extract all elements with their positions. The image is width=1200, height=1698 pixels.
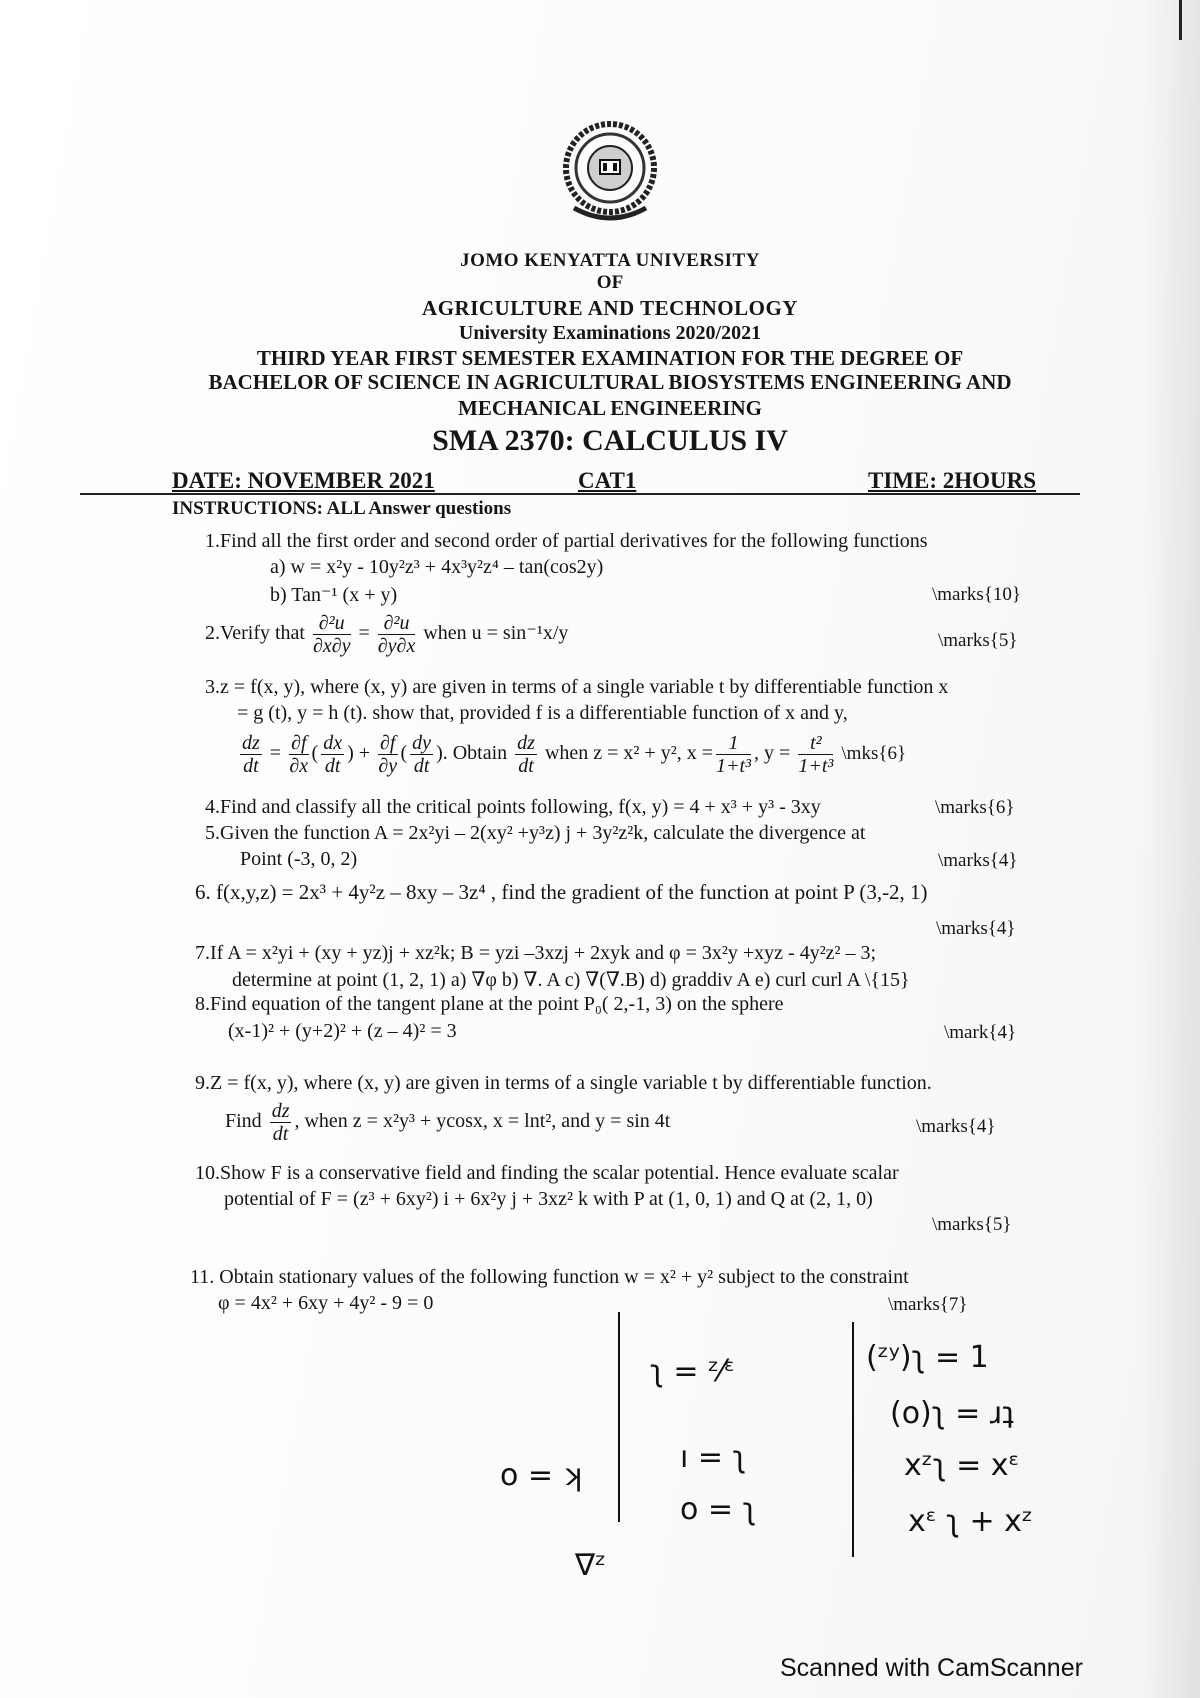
instructions: INSTRUCTIONS: ALL Answer questions (172, 498, 512, 519)
q10-marks: \marks{5} (932, 1214, 1012, 1235)
handwritten-divider-right (852, 1322, 854, 1557)
degree-line-1: THIRD YEAR FIRST SEMESTER EXAMINATION FOR THE DEGREE OF (256, 346, 964, 370)
q3-dx: dx (323, 732, 343, 754)
q2-frac-2-num: ∂²u (378, 612, 416, 635)
q3-obtain: ). Obtain (436, 742, 508, 765)
q3-dt-2: dt (324, 755, 341, 777)
q5-line-2: Point (-3, 0, 2) (240, 848, 358, 870)
q3-dt-4: dt (518, 755, 534, 777)
q2-marks: \marks{5} (938, 630, 1018, 651)
q3-eq: = (269, 742, 282, 765)
q3-x-frac (716, 732, 751, 777)
q3-dzdt (240, 732, 262, 777)
q2-line (205, 612, 568, 657)
q2-tail: when u = sin⁻¹x/y (423, 622, 569, 645)
page-edge-shadow (1140, 0, 1200, 1698)
q3-df-1: ∂f (291, 732, 307, 754)
university-name: JOMO KENYATTA UNIVERSITY (460, 250, 760, 271)
exam-date: DATE: NOVEMBER 2021 (172, 468, 435, 493)
q3-dy-partial: ∂y (378, 755, 398, 777)
handwritten-right-1: (ᶻʸ)ʅ = 1 (866, 1340, 989, 1375)
exam-time: TIME: 2HOURS (868, 468, 1037, 493)
header-rule (80, 493, 1080, 495)
q3-plus: + (358, 742, 371, 765)
q3-dt: dt (243, 755, 259, 777)
q1-text: 1.Find all the first order and second order of partial derivatives for the following functions (205, 530, 928, 552)
q8-marks: \mark{4} (944, 1022, 1017, 1043)
handwritten-mid-3: o = ʅ (680, 1492, 757, 1527)
q10-line-1: 10.Show F is a conservative field and finding the scalar potential. Hence evaluate scalar (195, 1162, 899, 1184)
q11-line-2: φ = 4x² + 6xy + 4y² - 9 = 0 (218, 1292, 434, 1314)
q4-marks: \marks{6} (935, 797, 1015, 818)
q3-dzdt-2 (515, 732, 537, 777)
handwritten-mid-1: ʅ = ᶻ⁄ᵋ (650, 1354, 735, 1389)
q11-line-1: 11. Obtain stationary values of the following function w = x² + y² subject to the constraint (190, 1266, 909, 1288)
university-logo (560, 118, 660, 238)
q6-marks: \marks{4} (936, 918, 1016, 939)
q9-frac-num: dz (271, 1100, 290, 1122)
q9-tail: , when z = x²y³ + ycosx, x = lnt², and y = sin 4t (294, 1110, 671, 1133)
university-of: OF (596, 272, 624, 293)
handwritten-divider-left (618, 1312, 620, 1522)
q5-line-1: 5.Given the function A = 2x²yi – 2(xy² +y³z) j + 3y²z²k, calculate the divergence at (205, 822, 866, 844)
university-agri: AGRICULTURE AND TECHNOLOGY (422, 296, 798, 320)
q9-line-1: 9.Z = f(x, y), where (x, y) are given in terms of a single variable t by differentiable function. (195, 1072, 932, 1094)
handwritten-delta: ∇ᶻ (575, 1548, 607, 1583)
q5-marks: \marks{4} (938, 850, 1018, 871)
q2-frac-2-den: ∂y∂x (377, 635, 416, 657)
course-title: SMA 2370: CALCULUS IV (432, 424, 788, 457)
handwritten-right-2: (o)ʅ = ɹʇ (890, 1396, 1014, 1431)
q1-marks: \marks{10} (932, 584, 1021, 605)
q3-dz-2: dz (517, 732, 535, 754)
corner-mark (1179, 0, 1182, 40)
q8-line-1: 8.Find equation of the tangent plane at the point P₀( 2,-1, 3) on the sphere (195, 993, 784, 1015)
q3-dy: dy (412, 732, 432, 754)
handwritten-right-4: xᵋ ʅ + xᶻ (908, 1504, 1033, 1539)
q9-frac (270, 1100, 292, 1145)
q2-eq: = (358, 622, 370, 645)
q7-line-2: determine at point (1, 2, 1) a) ∇φ b) ∇. A c) ∇(∇.B) d) graddiv A e) curl curl A \{15} (232, 969, 910, 991)
q3-dfdx (289, 732, 308, 777)
q2-frac-1-den: ∂x∂y (312, 635, 351, 657)
degree-line-3: MECHANICAL ENGINEERING (458, 396, 762, 420)
q7-line-1: 7.If A = x²yi + (xy + yz)j + xz²k; B = yzi –3xzj + 2xyk and φ = 3x²y +xyz - 4y²z² – 3; (195, 942, 877, 964)
handwritten-right-3: xᶻʅ = xᵋ (904, 1448, 1020, 1483)
q3-line-2: = g (t), y = h (t). show that, provided f is a differentiable function of x and y, (237, 702, 848, 724)
exam-cat: CAT1 (578, 468, 637, 493)
handwritten-mid-2: ı = ʅ (680, 1440, 747, 1475)
q8-line-2: (x-1)² + (y+2)² + (z – 4)² = 3 (228, 1020, 457, 1042)
q3-dxdt (321, 732, 344, 777)
q3-y-frac (798, 732, 833, 777)
q6-text: 6. f(x,y,z) = 2x³ + 4y²z – 8xy – 3z⁴ , find the gradient of the function at point P (3,-2, 1) (195, 880, 928, 904)
q3-yeq: , y = (754, 742, 791, 765)
q3-line-1: 3.z = f(x, y), where (x, y) are given in terms of a single variable t by differentiable function x (205, 676, 949, 698)
q9-frac-den: dt (272, 1123, 289, 1145)
handwritten-left: o = ʞ (500, 1458, 583, 1493)
q2-frac-2 (378, 612, 416, 657)
q3-x-num: 1 (716, 732, 751, 755)
q3-dfdy (378, 732, 397, 777)
q4-text: 4.Find and classify all the critical points following, f(x, y) = 4 + x³ + y³ - 3xy (205, 796, 821, 818)
q3-dt-3: dt (413, 755, 430, 777)
q9-marks: \marks{4} (916, 1116, 996, 1137)
q1-part-a: a) w = x²y - 10y²z³ + 4x³y²z⁴ – tan(cos2y) (270, 556, 604, 578)
q1-part-b: b) Tan⁻¹ (x + y) (270, 584, 398, 606)
q3-chain-rule: $\frac{dz}{dt}$ = $\frac{\partial f}{\partial x}$ ( $\frac{dx}{dt}$ ) + $\frac{\partial f}{\partial y}$ ( $\frac{dy}{dt}$ ). Obtain $\frac{dz}{dt}$ when z = x² + y², x = $\frac{1}{\text{1+t³}}$ , y = $\frac{\text{t²}}{\text{1+t³}}$ \mks{6} (242, 732, 907, 777)
q3-y-den: 1+t³ (798, 755, 834, 777)
q3-dx-partial: ∂x (289, 755, 309, 777)
q3-dz: dz (242, 732, 260, 754)
q9-line-2 (225, 1100, 670, 1145)
q3-df-2: ∂f (380, 732, 396, 754)
exam-session: University Examinations 2020/2021 (458, 322, 762, 344)
q3-marks: \mks{6} (841, 743, 907, 765)
q2-frac-1-num: ∂²u (313, 612, 351, 635)
scanner-watermark: Scanned with CamScanner (780, 1654, 1083, 1682)
q2-frac-1 (313, 612, 351, 657)
q3-when: when z = x² + y², x = (544, 742, 713, 765)
degree-line-2: BACHELOR OF SCIENCE IN AGRICULTURAL BIOSYSTEMS ENGINEERING AND (208, 370, 1012, 394)
q2-lead: 2.Verify that (205, 622, 305, 645)
q3-y-num: t² (798, 732, 833, 755)
q10-line-2: potential of F = (z³ + 6xy²) i + 6x²y j + 3xz² k with P at (1, 0, 1) and Q at (2, 1, 0) (224, 1188, 873, 1210)
q3-x-den: 1+t³ (715, 755, 752, 777)
q3-dydt (410, 732, 433, 777)
q11-marks: \marks{7} (888, 1294, 968, 1315)
q9-find: Find (225, 1110, 262, 1133)
